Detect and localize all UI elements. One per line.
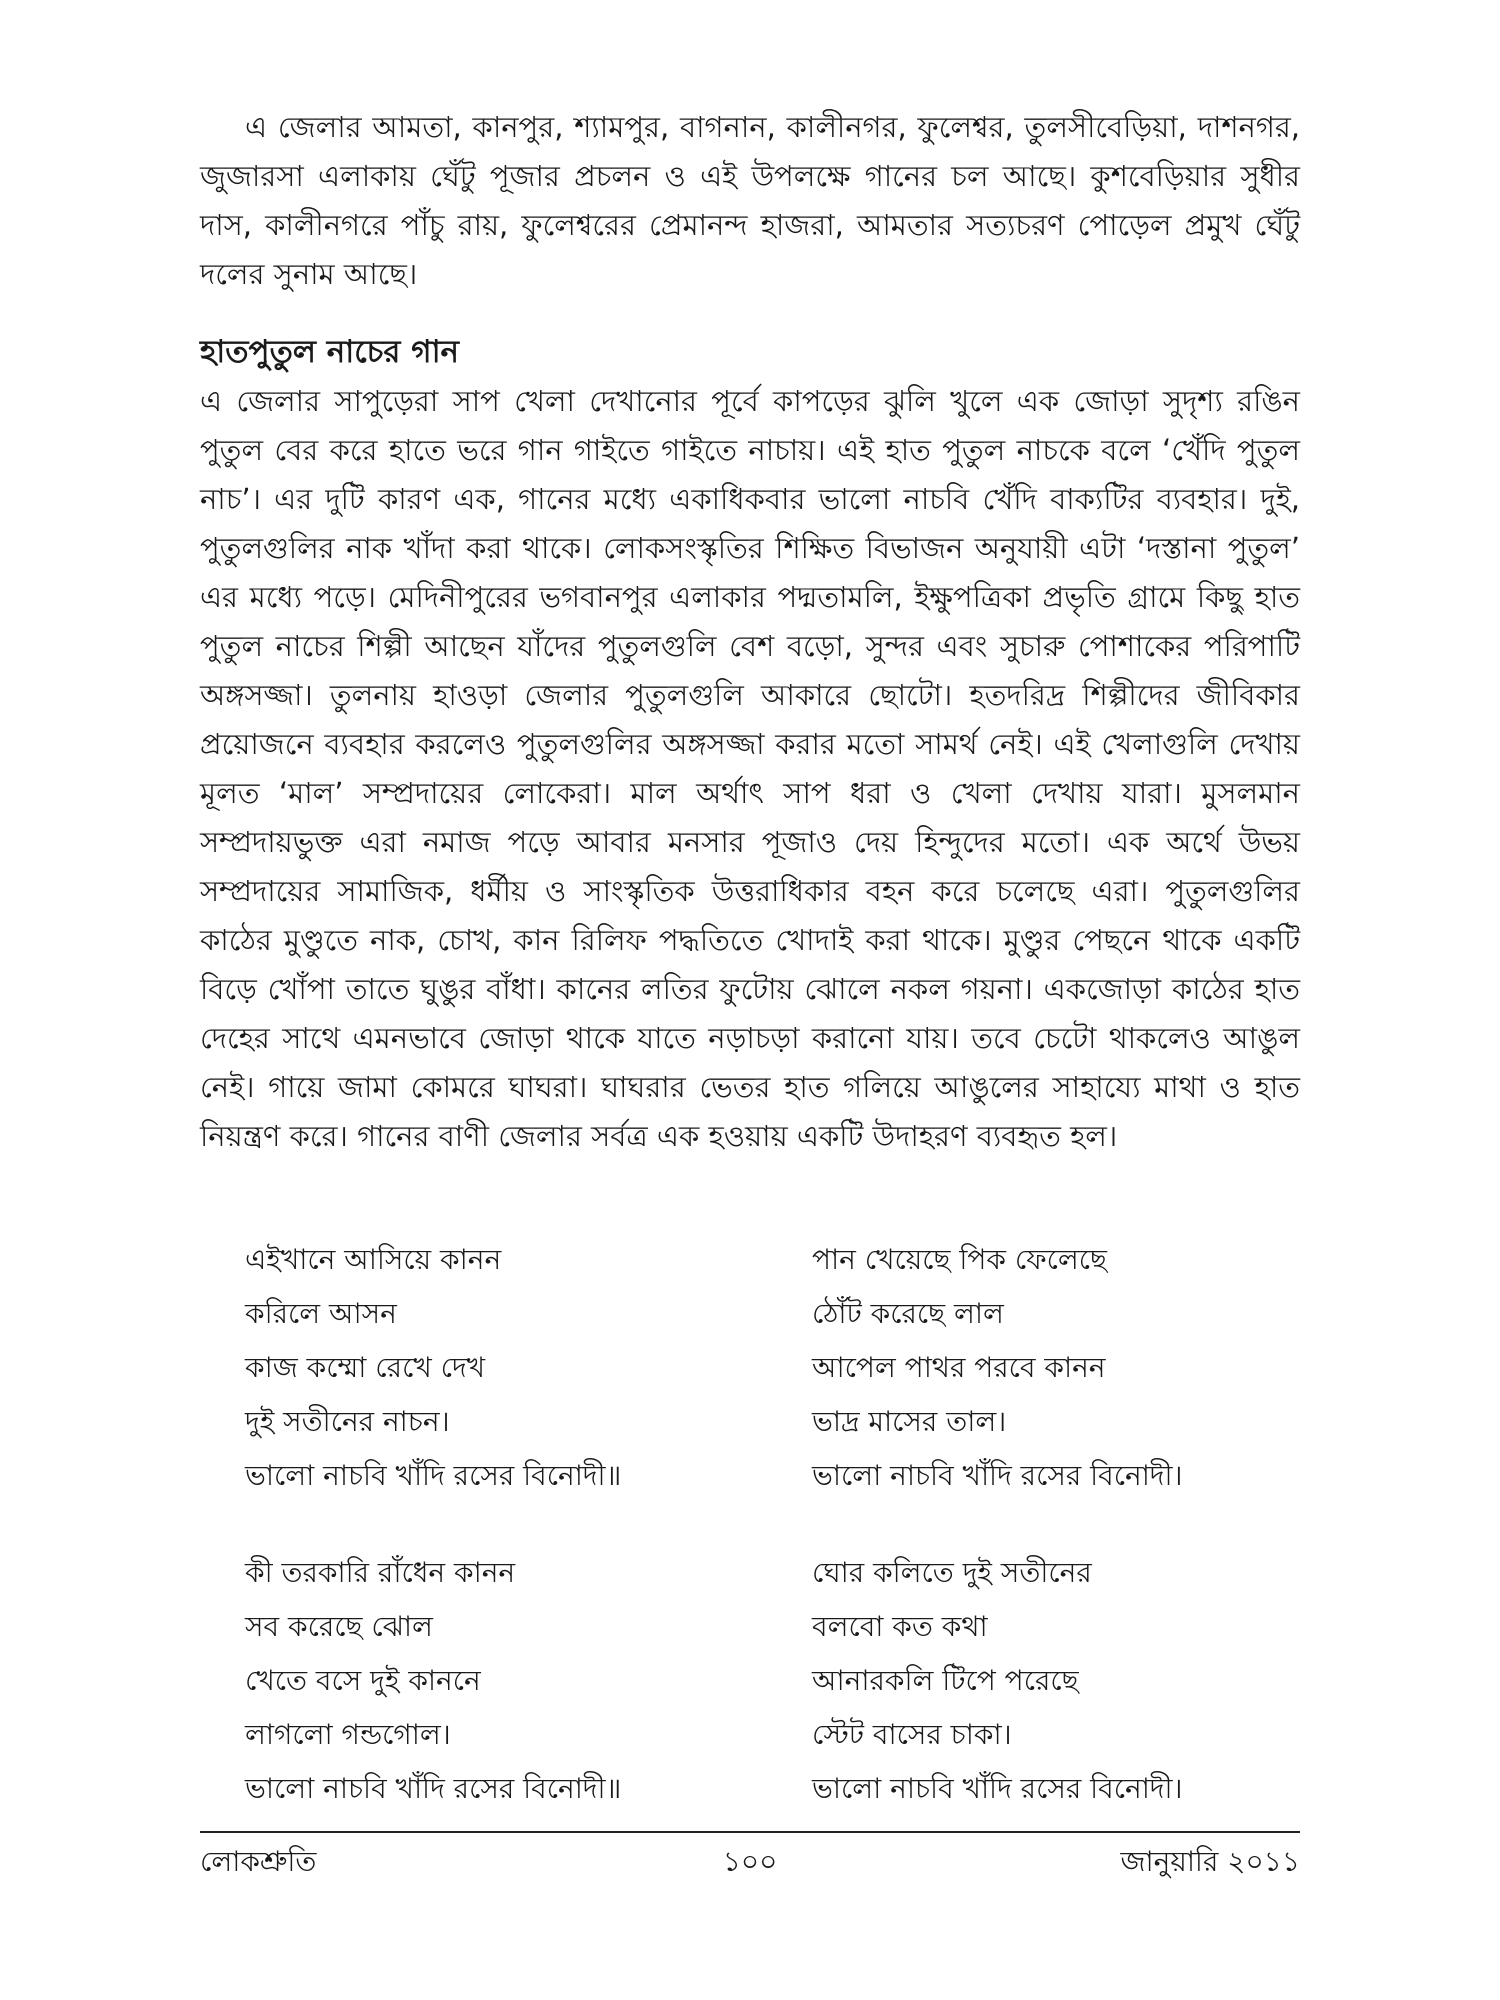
- song-line: করিলে আসন: [245, 1297, 397, 1330]
- song-line: ঠোঁট করেছে লাল: [812, 1297, 1004, 1330]
- song-refrain: ভালো নাচবি খাঁদি রসের বিনোদী।: [812, 1772, 1183, 1805]
- song-refrain: ভালো নাচবি খাঁদি রসের বিনোদী।: [812, 1459, 1183, 1492]
- song-refrain: ভালো নাচবি খাঁদি রসের বিনোদী॥: [245, 1459, 622, 1492]
- song-line: এইখানে আসিয়ে কানন: [245, 1243, 502, 1276]
- song-line: খেতে বসে দুই কাননে: [245, 1664, 481, 1697]
- song-stanza-2-right: [812, 1546, 1183, 1816]
- page-number: ১০০: [722, 1845, 778, 1878]
- body-paragraph: এ জেলার সাপুড়েরা সাপ খেলা দেখানোর পূর্বে কাপড়ের ঝুলি খুলে এক জোড়া সুদৃশ্য রঙিন পুতুল বের করে হাতে ভরে গান গাইতে গাইতে নাচায়। এই হাত পুতুল নাচকে বলে ‘খেঁদি পুতুল নাচ’। এর দুটি কারণ এক, গানের মধ্যে একাধিকবার ভালো নাচবি খেঁদি বাক্যটির ব্যবহার। দুই, পুতুলগুলির নাক খাঁদা করা থাকে। লোকসংস্কৃতির শিক্ষিত বিভাজন অনুযায়ী এটা ‘দস্তানা পুতুল’ এর মধ্যে পড়ে। মেদিনীপুরের ভগবানপুর এলাকার পদ্মতামলি, ইক্ষুপত্রিকা প্রভৃতি গ্রামে কিছু হাত পুতুল নাচের শিল্পী আছেন যাঁদের পুতুলগুলি বেশ বড়ো, সুন্দর এবং সুচারু পোশাকের পরিপাটি অঙ্গসজ্জা। তুলনায় হাওড়া জেলার পুতুলগুলি আকারে ছোটো। হতদরিদ্র শিল্পীদের জীবিকার প্রয়োজনে ব্যবহার করলেও পুতুলগুলির অঙ্গসজ্জা করার মতো সামর্থ নেই। এই খেলাগুলি দেখায় মূলত ‘মাল’ সম্প্রদায়ের লোকেরা। মাল অর্থাৎ সাপ ধরা ও খেলা দেখায় যারা। মুসলমান সম্প্রদায়ভুক্ত এরা নমাজ পড়ে আবার মনসার পূজাও দেয় হিন্দুদের মতো। এক অর্থে উভয় সম্প্রদায়ের সামাজিক, ধর্মীয় ও সাংস্কৃতিক উত্তরাধিকার বহন করে চলেছে এরা। পুতুলগুলির কাঠের মুণ্ডুতে নাক, চোখ, কান রিলিফ পদ্ধতিতে খোদাই করা থাকে। মুণ্ডুর পেছনে থাকে একটি বিড়ে খোঁপা তাতে ঘুঙুর বাঁধা। কানের লতির ফুটোয় ঝোলে নকল গয়না। একজোড়া কাঠের হাত দেহের সাথে এমনভাবে জোড়া থাকে যাতে নড়াচড়া করানো যায়। তবে চেটো থাকলেও আঙুল নেই। গায়ে জামা কোমরে ঘাঘরা। ঘাঘরার ভেতর হাত গলিয়ে আঙুলের সাহায্যে মাথা ও হাত নিয়ন্ত্রণ করে। গানের বাণী জেলার সর্বত্র এক হওয়ায় একটি উদাহরণ ব্যবহৃত হল।: [200, 384, 1300, 1153]
- song-line: স্টেট বাসের চাকা।: [812, 1718, 1012, 1751]
- song-line: দুই সতীনের নাচন।: [245, 1405, 450, 1438]
- song-line: পান খেয়েছে পিক ফেলেছে: [812, 1243, 1108, 1276]
- footer-divider: [200, 1831, 1300, 1833]
- song-refrain: ভালো নাচবি খাঁদি রসের বিনোদী॥: [245, 1772, 622, 1805]
- intro-paragraph: এ জেলার আমতা, কানপুর, শ্যামপুর, বাগনান, কালীনগর, ফুলেশ্বর, তুলসীবেড়িয়া, দাশনগর, জুজারসা এলাকায় ঘেঁটু পূজার প্রচলন ও এই উপলক্ষে গানের চল আছে। কুশবেড়িয়ার সুধীর দাস, কালীনগরে পাঁচু রায়, ফুলেশ্বরের প্রেমানন্দ হাজরা, আমতার সত্যচরণ পোড়েল প্রমুখ ঘেঁটু দলের সুনাম আছে।: [200, 110, 1300, 291]
- song-line: সব করেছে ঝোল: [245, 1610, 433, 1643]
- song-stanza-1-left: [245, 1233, 621, 1503]
- song-line: আনারকলি টিপে পরেছে: [812, 1664, 1079, 1697]
- song-stanza-2-left: [245, 1546, 621, 1816]
- song-line: কাজ কম্মো রেখে দেখ: [245, 1351, 486, 1384]
- song-line: কী তরকারি রাঁধেন কানন: [245, 1556, 516, 1589]
- song-line: বলবো কত কথা: [812, 1610, 988, 1643]
- song-line: লাগলো গন্ডগোল।: [245, 1718, 451, 1751]
- song-line: ভাদ্র মাসের তাল।: [812, 1405, 1007, 1438]
- song-line: আপেল পাথর পরবে কানন: [812, 1351, 1106, 1384]
- section-heading: হাতপুতুল নাচের গান: [200, 334, 460, 370]
- song-stanza-1-right: [812, 1233, 1183, 1503]
- footer-date: জানুয়ারি ২০১১: [1120, 1845, 1300, 1878]
- footer-journal-name: লোকশ্রুতি: [200, 1845, 317, 1878]
- song-line: ঘোর কলিতে দুই সতীনের: [812, 1556, 1092, 1589]
